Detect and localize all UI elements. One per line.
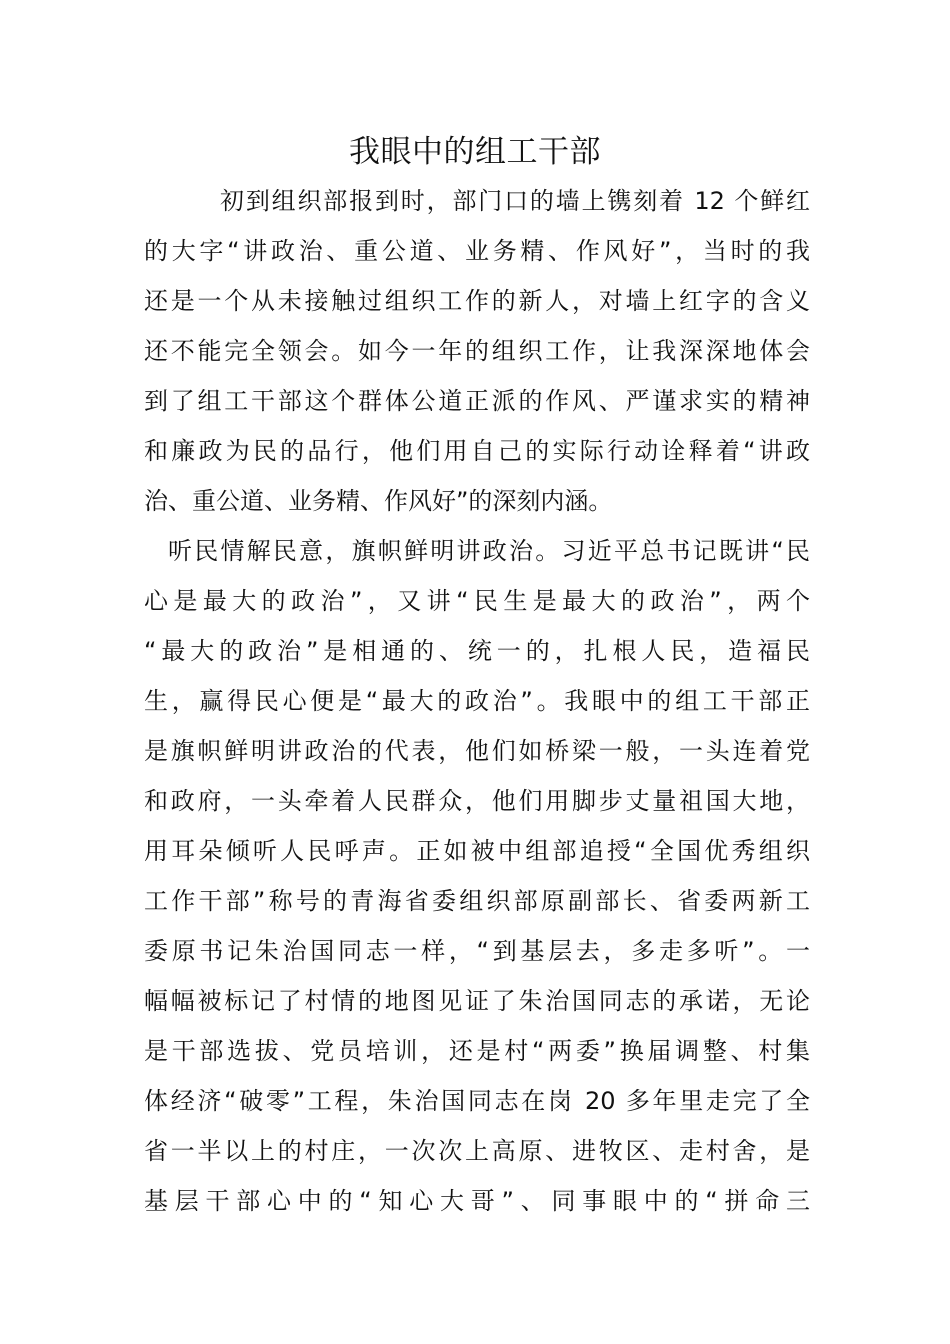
- paragraph-line: 的大字“讲政治、重公道、业务精、作风好”，当时的我: [144, 237, 810, 265]
- paragraph-line: 和廉政为民的品行，他们用自己的实际行动诠释着“讲政: [144, 437, 810, 465]
- paragraph-line: 还不能完全领会。如今一年的组织工作，让我深深地体会: [144, 337, 810, 365]
- paragraph-line: 体经济“破零”工程，朱治国同志在岗 20 多年里走完了全: [144, 1087, 810, 1115]
- paragraph-line: 是干部选拔、党员培训，还是村“两委”换届调整、村集: [144, 1037, 810, 1065]
- paragraph-line: 和政府，一头牵着人民群众，他们用脚步丈量祖国大地，: [144, 787, 810, 815]
- paragraph-line: 基层干部心中的“知心大哥”、同事眼中的“拼命三: [144, 1187, 810, 1215]
- paragraph-line: 初到组织部报到时，部门口的墙上镌刻着 12 个鲜红: [220, 187, 810, 215]
- paragraph-line: 治、重公道、业务精、作风好”的深刻内涵。: [144, 487, 613, 515]
- paragraph-line: 到了组工干部这个群体公道正派的作风、严谨求实的精神: [144, 387, 810, 415]
- paragraph-line: 幅幅被标记了村情的地图见证了朱治国同志的承诺，无论: [144, 987, 810, 1015]
- paragraph-line: 委原书记朱治国同志一样，“到基层去，多走多听”。一: [144, 937, 810, 965]
- paragraph-line: 是旗帜鲜明讲政治的代表，他们如桥梁一般，一头连着党: [144, 737, 810, 765]
- paragraph-line: 工作干部”称号的青海省委组织部原副部长、省委两新工: [144, 887, 810, 915]
- paragraph-line: 生，赢得民心便是“最大的政治”。我眼中的组工干部正: [144, 687, 810, 715]
- paragraph-line: 用耳朵倾听人民呼声。正如被中组部追授“全国优秀组织: [144, 837, 810, 865]
- document-title: 我眼中的组工干部: [349, 134, 601, 170]
- paragraph-line: 还是一个从未接触过组织工作的新人，对墙上红字的含义: [144, 287, 810, 315]
- paragraph-line: “最大的政治”是相通的、统一的，扎根人民，造福民: [144, 637, 810, 665]
- paragraph-line: 听民情解民意，旗帜鲜明讲政治。习近平总书记既讲“民: [168, 537, 810, 565]
- paragraph-line: 心是最大的政治”，又讲“民生是最大的政治”，两个: [144, 587, 810, 615]
- paragraph-line: 省一半以上的村庄，一次次上高原、进牧区、走村舍，是: [144, 1137, 810, 1165]
